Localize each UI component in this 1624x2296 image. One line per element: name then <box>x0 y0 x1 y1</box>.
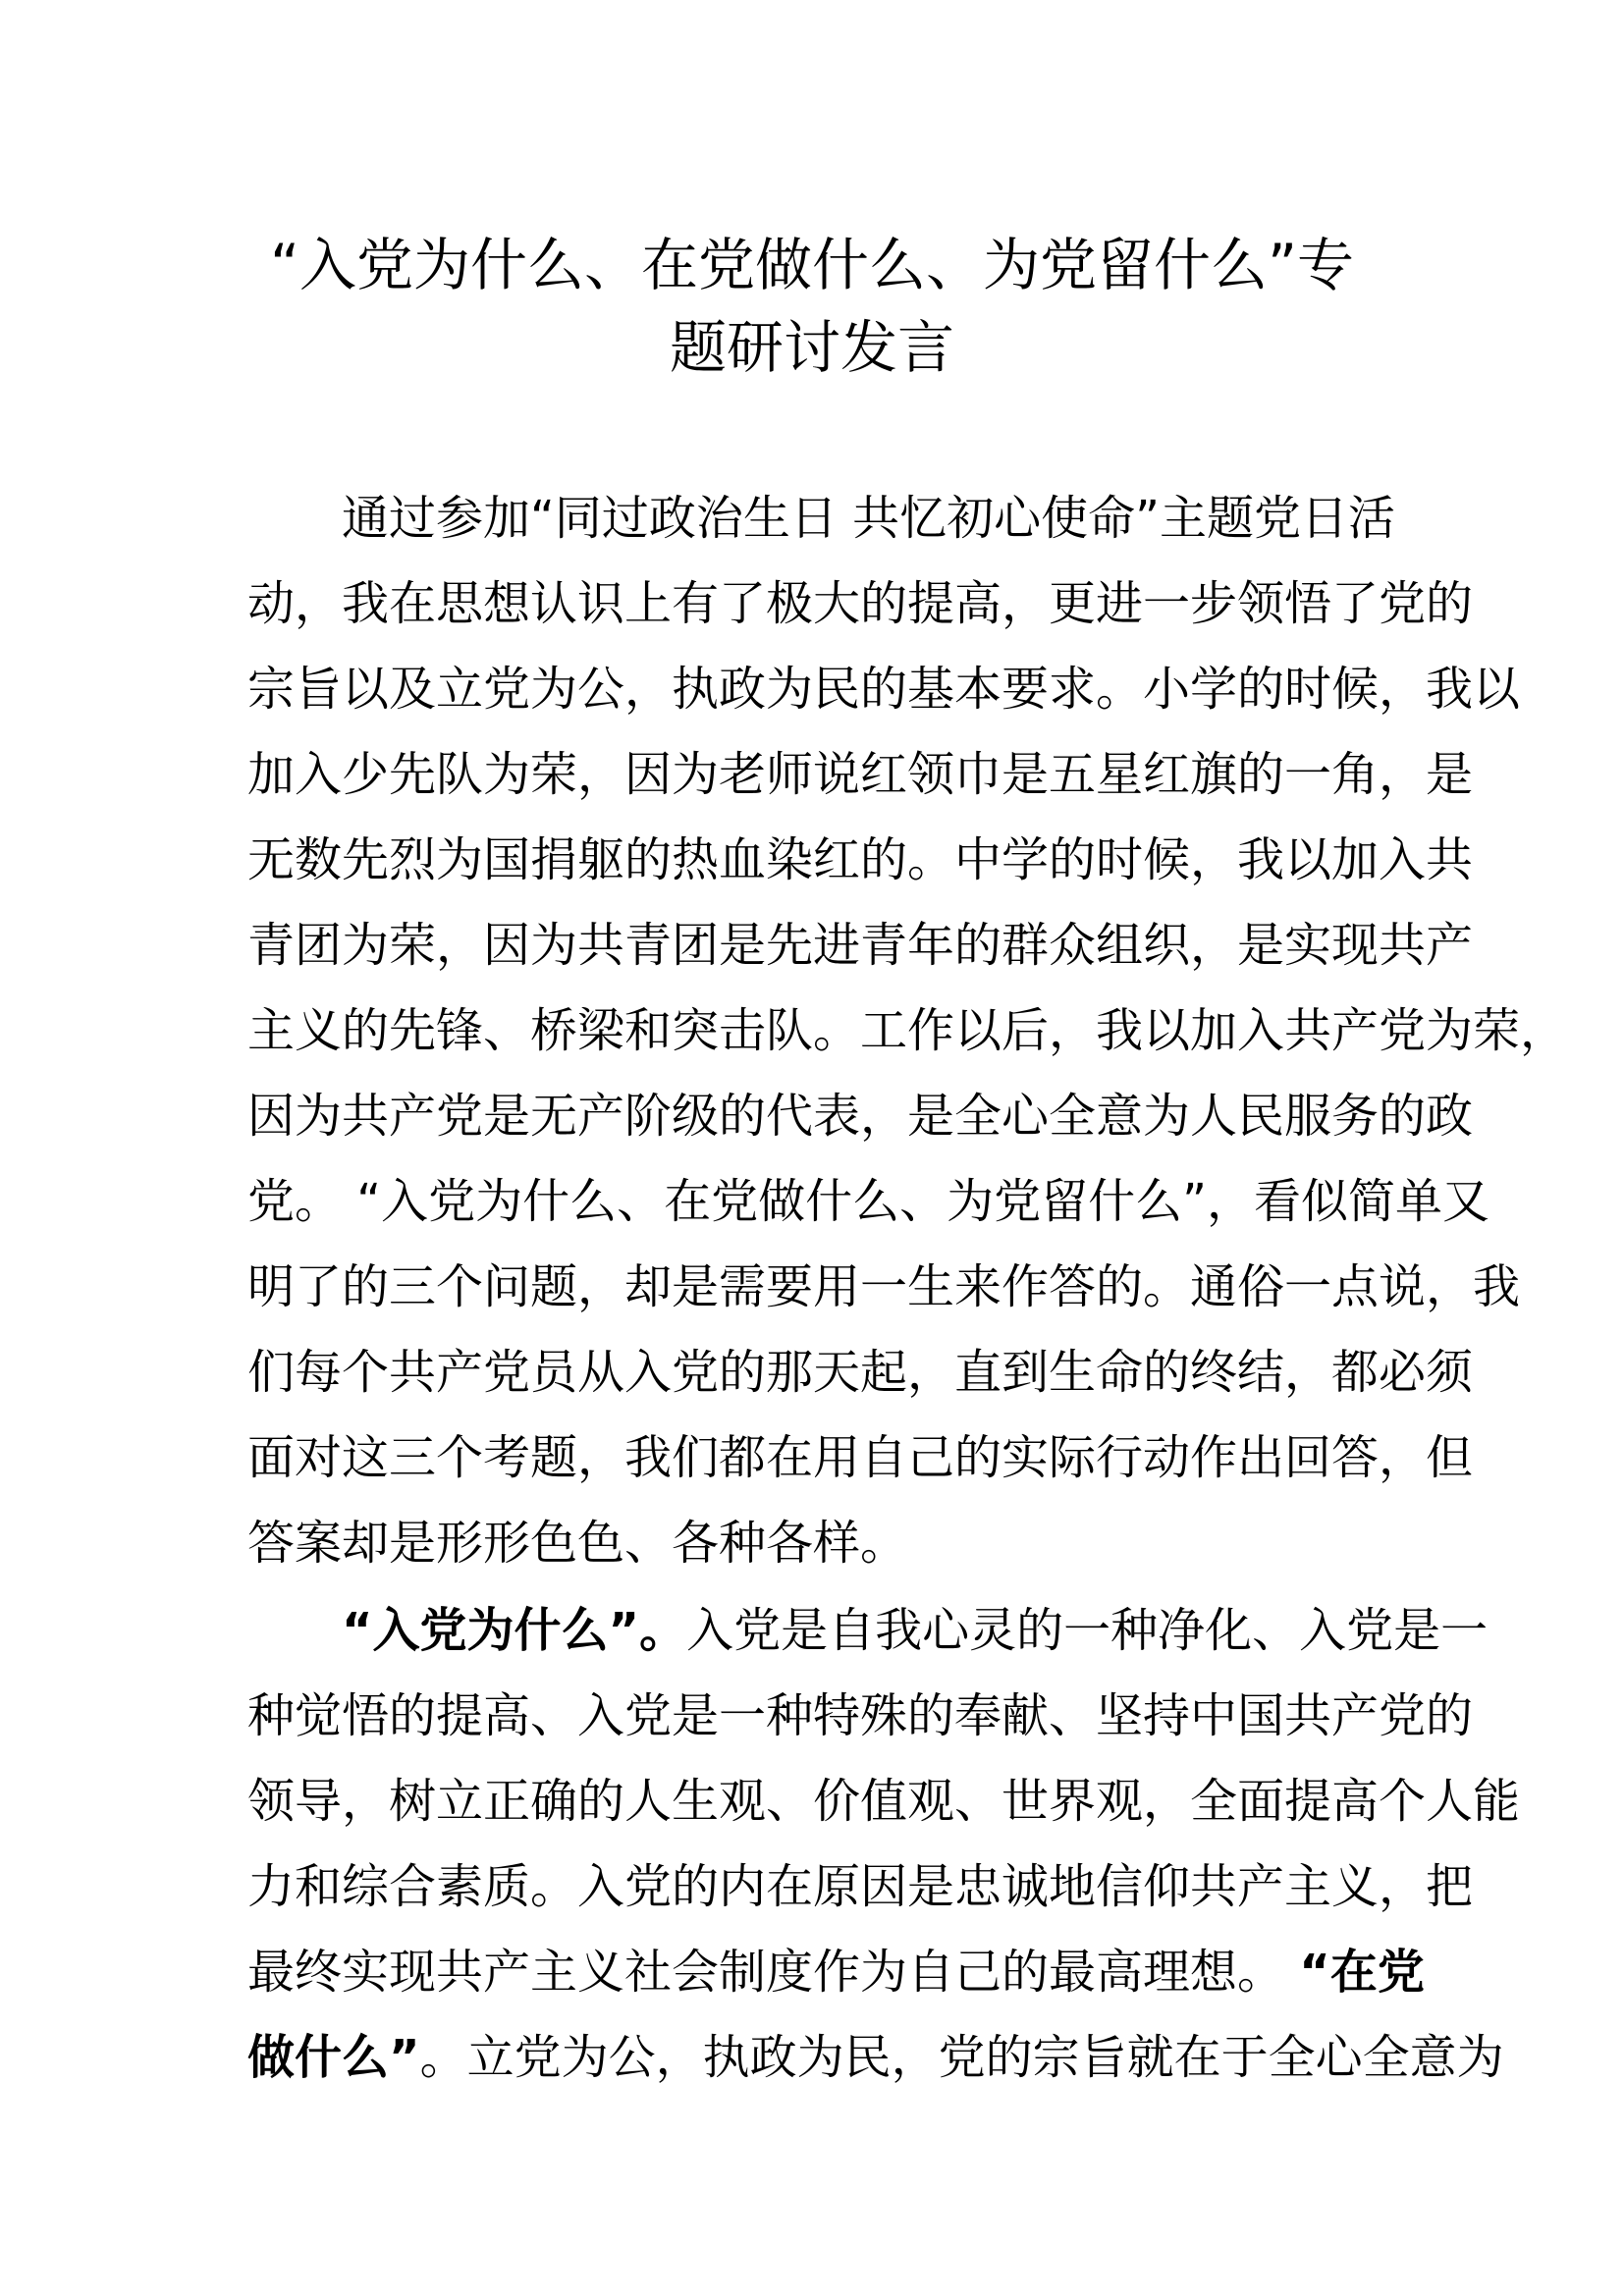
body-text: 最终实现共产主义社会制度作为自己的最高理想。 <box>247 1945 1300 2000</box>
text-line <box>247 1330 1474 1415</box>
document-title <box>236 224 1388 389</box>
text-line <box>247 1074 1474 1159</box>
text-line <box>247 1844 1474 1930</box>
bold-heading-text: “入党为什么”。 <box>342 1603 687 1658</box>
text-line <box>247 1759 1521 1844</box>
body-text: 们每个共产党员从入党的那天起，直到生命的终结，都必须 <box>247 1345 1474 1400</box>
body-text: 加入少先队为荣，因为老师说红领巾是五星红旗的一角，是 <box>247 747 1474 802</box>
paragraph <box>247 476 1568 1586</box>
text-line <box>247 2015 1504 2101</box>
text-line <box>247 818 1474 903</box>
text-line <box>247 1245 1521 1330</box>
body-text: 通过参加“同过政治生日 共忆初心使命”主题党日活 <box>342 491 1395 546</box>
body-text: 答案却是形形色色、各种各样。 <box>247 1516 908 1571</box>
text-line <box>247 1930 1425 2015</box>
document-body <box>247 476 1568 2103</box>
body-text: 入党是自我心灵的一种净化、入党是一 <box>686 1603 1489 1658</box>
text-line <box>247 647 1521 732</box>
bold-heading-text: “在党 <box>1299 1945 1425 2000</box>
body-text: 种觉悟的提高、入党是一种特殊的奉献、坚持中国共产党的 <box>247 1688 1474 1743</box>
body-text: 因为共产党是无产阶级的代表，是全心全意为人民服务的政 <box>247 1089 1474 1144</box>
title-line: 题研讨发言 <box>669 314 954 381</box>
body-text: 领导，树立正确的人生观、价值观、世界观，全面提高个人能 <box>247 1774 1521 1829</box>
text-line <box>247 903 1474 988</box>
text-line <box>247 988 1568 1074</box>
body-text: 动，我在思想认识上有了极大的提高，更进一步领悟了党的 <box>247 576 1474 631</box>
body-text: 无数先烈为国捐躯的热血染红的。中学的时候，我以加入共 <box>247 832 1474 887</box>
paragraph <box>247 1588 1521 2101</box>
body-text: 宗旨以及立党为公，执政为民的基本要求。小学的时候，我以 <box>247 662 1521 717</box>
text-line <box>247 476 1395 561</box>
text-line <box>247 1588 1489 1674</box>
text-line <box>247 732 1474 818</box>
body-text: 明了的三个问题，却是需要用一生来作答的。通俗一点说，我 <box>247 1259 1521 1314</box>
body-text: 。立党为公，执政为民，党的宗旨就在于全心全意为 <box>419 2030 1504 2085</box>
text-line <box>247 1501 1386 1586</box>
bold-heading-text: 做什么” <box>247 2030 420 2085</box>
title-line: “入党为什么、在党做什么、为党留什么”专 <box>269 232 1355 298</box>
text-line <box>247 1159 1489 1245</box>
body-text: 青团为荣，因为共青团是先进青年的群众组织，是实现共产 <box>247 918 1474 973</box>
body-text: 力和综合素质。入党的内在原因是忠诚地信仰共产主义，把 <box>247 1859 1474 1914</box>
paragraph-gap <box>247 2101 1386 2103</box>
text-line <box>247 1415 1474 1501</box>
text-line <box>247 561 1474 647</box>
text-line <box>247 1674 1474 1759</box>
body-text: 党。 “入党为什么、在党做什么、为党留什么”，看似简单又 <box>247 1174 1489 1229</box>
body-text: 主义的先锋、桥梁和突击队。工作以后，我以加入共产党为荣， <box>247 1003 1568 1058</box>
body-text: 面对这三个考题，我们都在用自己的实际行动作出回答，但 <box>247 1430 1474 1485</box>
